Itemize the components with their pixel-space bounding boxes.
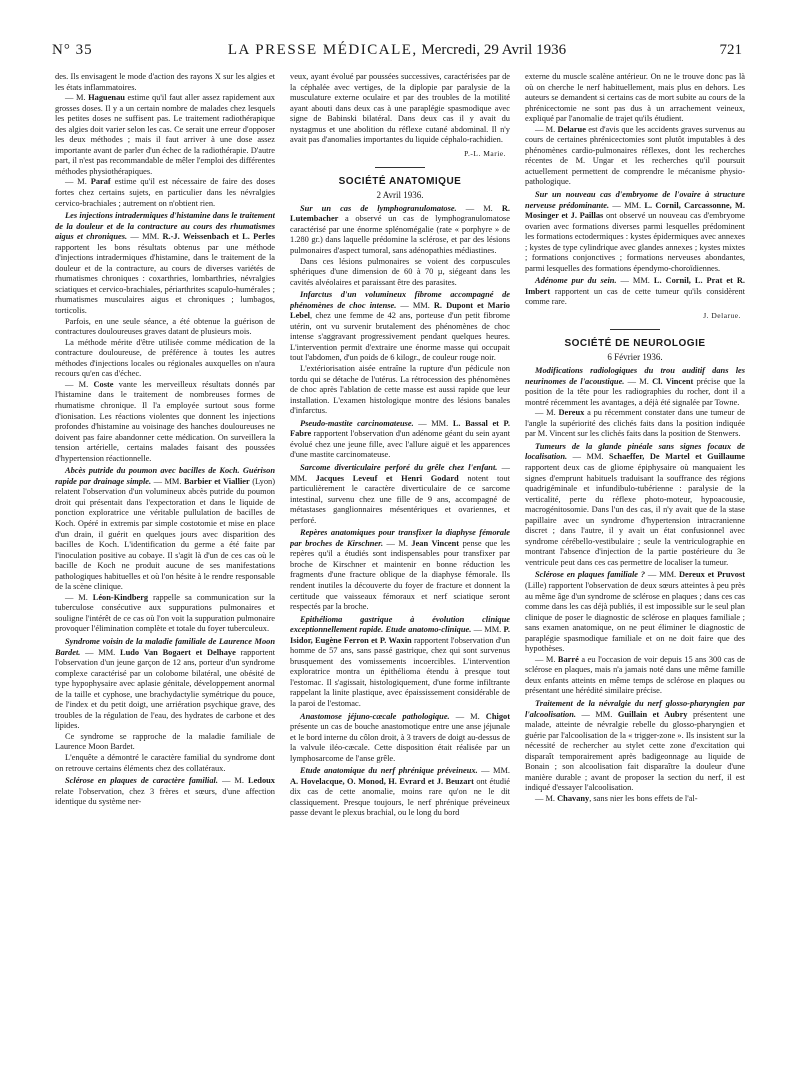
section-divider <box>610 329 660 330</box>
section-divider <box>375 167 425 168</box>
report-title: Sur un nouveau cas d'embryome de l'ovaire à structure nerveuse prédominante. <box>525 190 745 210</box>
report-entry: Pseudo-mastite carcinomateuse. — MM. L. Bassal et P. Fabre rapportent l'observation d'un adénome géant du sein ayant évolué chez une jeune fille, avec l'allure aiguë et les apparences d'une mastite carcinomateuse. <box>290 418 510 460</box>
report-title: Syndrome voisin de la maladie familiale de Laurence Moon Bardet. <box>55 636 275 657</box>
author-name: Barré <box>557 654 579 664</box>
report-title: Sur un cas de lymphogranulomatose. <box>300 203 457 213</box>
paragraph: — M. Delarue est d'avis que les accidents graves survenus au cours de certaines phrénicectomies sont plutôt imputables à des phénomènes cardio-pulmonaires réflexes, dont les recherches récentes de M. Ungar et les recherches qu'il poursuit actuellement permettent de comprendre le mécanisme physio-pathologique. <box>525 124 745 187</box>
paragraph: Dans ces lésions pulmonaires se voient des corpuscules sphériques d'une dimension de 60 à 70 µ, siégeant dans les cavités alvéolaires et paraissant être des parasites. <box>290 256 510 287</box>
section-date: 6 Février 1936. <box>607 352 663 363</box>
report-title: Sclérose en plaques familiale ? <box>535 570 646 580</box>
paragraph: des. Ils envisagent le mode d'action des rayons X sur les algies et les états inflammatoires. <box>55 72 275 92</box>
paragraph: externe du muscle scalène antérieur. On ne le trouve donc pas là où on cherche le nerf habituellement, mais plus en dehors. Les auteurs se demandent si certains cas de mort subite au cours de la phrénicectomie ne sont pas dus à un arrachement veineux, expliqué par l'anomalie de trajet qu'ils étudient. <box>525 72 745 124</box>
report-title: Abcès putride du poumon avec bacilles de Koch. Guérison rapide par drainage simple. <box>55 466 275 486</box>
report-title: Anastomose jéjuno-cæcale pathologique. <box>300 711 450 721</box>
column-2 <box>290 72 510 1072</box>
paragraph: — M. Coste vante les merveilleux résultats donnés par l'histamine dans le traitement de nombreuses formes de rhumatisme chronique. Il l'a employée surtout sous forme d'ionisation. Les réactions violentes que donnent les injections profondes d'histamine au voisinage des hanches douloureuses ne doivent pas faire abandonner cette médication. On surveillera la tension artérielle, certains malades faisant des poussées d'hypertension réactionnelle. <box>55 379 275 463</box>
report-entry: Les injections intradermiques d'histamine dans le traitement de la douleur et de la contracture au cours des rhumatismes aigus et chroniques. — MM. R.-J. Weissenbach et L. Perles rapportent les bons résultats obtenus par une méthode d'injections intradermiques d'histamine, dans le traitement de la douleur et de la contracture, au cours de diverses variétés de rhumatismes chroniques : coxarthries, lombarthries, névralgies sciatiques et cervico-brachiales, périarthrites scapulo-humérales ; rhumatismes musculaires aigus et chroniques ; lumbagos, torticolis. <box>55 211 275 316</box>
report-title: Tumeurs de la glande pinéale sans signes focaux de localisation. <box>525 441 745 462</box>
paragraph: L'enquête a démontré le caractère familial du syndrome dont on retrouve certains éléments chez des collatéraux. <box>55 753 275 773</box>
report-title: Adénome pur du sein. <box>535 276 617 286</box>
report-title: Repères anatomiques pour transfixer la diaphyse fémorale par broches de Kirschner. <box>290 528 510 548</box>
author-name: Ledoux <box>248 776 275 786</box>
report-title: Traitement de la névralgie du nerf glosso-pharyngien par l'alcoolisation. <box>525 698 745 719</box>
author-name: Dereux <box>558 408 585 418</box>
author-name: Chigot <box>485 711 510 721</box>
author-names: P. Isidor, Eugène Ferron et P. Waxin <box>290 625 510 645</box>
report-title: Epithélioma gastrique à évolution clinique exceptionnellement rapide. Etude anatomo-clinique. <box>290 614 510 635</box>
page-number: 721 <box>719 42 742 58</box>
author-names: L. Cornil, L. Prat et R. Imbert <box>525 276 745 296</box>
report-entry: Syndrome voisin de la maladie familiale de Laurence Moon Bardet. — MM. Ludo Van Bogaert et Delhaye rapportent l'observation d'un jeune garçon de 12 ans, porteur d'un syndrome complexe caractérisé par un colobome bilatéral, une obésité de type hypophysaire avec aplasie génitale, développement anormal de la taille et cyphose, une brachydactylie symétrique du pouce, de l'index et du petit doigt, une arriération psychique grave, des troubles de la régulation de l'eau, des hydrates de carbone et des lipides. <box>55 636 275 731</box>
section-heading: SOCIÉTÉ ANATOMIQUE <box>338 175 462 187</box>
author-name: R. Lutembacher <box>290 203 510 224</box>
article-columns <box>55 72 745 1072</box>
report-title: Modifications radiologiques du trou auditif dans les neurinomes de l'acoustique. <box>525 366 745 386</box>
report-title: Sclérose en plaques de caractère familial. <box>65 776 218 786</box>
report-entry: Abcès putride du poumon avec bacilles de Koch. Guérison rapide par drainage simple. — MM. Barbier et Viallier (Lyon) relatent l'observation d'un volumineux abcès putride du poumon droit qui présentait dans l'expectoration et dans le liquide de ponction exploratrice une véritable pullulation de bacilles de Koch. Opéré in extremis par simple costotomie et mise en place d'un drain, il guérit en quelques jours avec disparition des bacilles de Koch. L'identification du germe a été faite par l'inoculation positive au cobaye. Il s'agit là d'un de ces cas où le bacille de Koch ne produit aucune de ses manifestations pathologiques habituelles et où l'on hésite à le rendre responsable de la scène clinique. <box>55 466 275 592</box>
report-title: Pseudo-mastite carcinomateuse. <box>300 418 414 428</box>
report-entry: Etude anatomique du nerf phrénique préveineux. — MM. A. Hovelacque, O. Monod, H. Evrard et J. Beuzart ont étudié dix cas de cette anomalie, moins rare qu'on ne le dit classiquement. Presque toujours, le nerf phrénique préveineux passe devant le plexus brachial, ou le long du bord <box>290 766 510 818</box>
report-entry: Sur un nouveau cas d'embryome de l'ovaire à structure nerveuse prédominante. — MM. L. Cornil, Carcassonne, M. Mosinger et J. Paillas ont observé un nouveau cas d'embryome ovarien avec formations diverses parmi lesquelles prédominent les formations ectodermiques : kystes épidermiques avec annexes ; kystes de type cylindrique avec glandes annexes ; kystes mixtes ; formations conjonctives ; formations nerveuses abondantes, parmi lesquelles des formations épendymo-choroïdiennes. <box>525 190 745 273</box>
report-title: Etude anatomique du nerf phrénique préveineux. <box>300 766 478 776</box>
paragraph: — M. Paraf estime qu'il est nécessaire de faire des doses fortes chez certains sujets, en particulier dans les névralgies cervico-brachiales ; autrement on n'obtient rien. <box>55 177 275 208</box>
author-name: Chavany <box>557 793 590 803</box>
report-entry: Epithélioma gastrique à évolution clinique exceptionnellement rapide. Etude anatomo-clinique. — MM. P. Isidor, Eugène Ferron et P. Waxin rapportent l'observation d'un homme de 57 ans, sans passé gastrique, chez qui sont survenus brusquement des vomissements incoercibles. L'intervention exploratrice montra un épithélioma étendu à presque tout l'estomac. Il s'agissait, histologiquement, d'une forme infiltrante rappelant la linite plastique, avec épaississement considérable de la paroi de l'estomac. <box>290 614 510 708</box>
issue-number: N° 35 <box>52 42 93 58</box>
author-names: Guillain et Aubry <box>617 709 688 719</box>
paragraph: — M. Haguenau estime qu'il faut aller assez rapidement aux grosses doses. Il y a un certain nombre de malades chez lesquels les petites doses ne suffisent pas. Le traitement radiothérapique des algies doit varier selon les cas. Ce serait une erreur d'opposer les deux méthodes ; mais il faut arriver à une dose assez importante avant de parler d'un échec de la radiothérapie. D'autre part, il n'est pas recommandable de mêler l'emploi des différentes méthodes physiothérapiques. <box>55 93 275 176</box>
report-title: Les injections intradermiques d'histamine dans le traitement de la douleur et de la contracture au cours des rhumatismes aigus et chroniques. <box>55 211 275 242</box>
paragraph: La méthode mérite d'être utilisée comme médication de la contracture douloureuse, de préférence à toutes les autres méthodes d'injections locales ou régionales auxquelles on n'aura recours qu'en cas d'échec. <box>55 337 275 379</box>
issue-date: Mercredi, 29 Avril 1936 <box>421 42 567 58</box>
report-entry: Traitement de la névralgie du nerf glosso-pharyngien par l'alcoolisation. — MM. Guillain et Aubry présentent une malade, atteinte de névralgie rebelle du glosso-pharyngien et guérie par l'alcoolisation de la « trigger-zone ». Ils insistent sur la nécessité de rechercher au stylet cette zone d'excitation qui disparaît temporairement après badigeonnage au liquide de Bonain ; son alcoolisation fait disparaître la douleur d'une manière durable ; avant de proposer la section du nerf, il est indiqué d'essayer l'alcoolisation. <box>525 698 745 793</box>
report-entry: Anastomose jéjuno-cæcale pathologique. — M. Chigot présente un cas de bouche anastomotique entre une anse jéjunale et le bord interne du côlon droit, à 3 travers de doigt au-dessus de la valvule iléo-cæcale. Cette disposition était réalisée par un lymphosarcome de l'anse grêle. <box>290 711 510 763</box>
author-names: Barbier et Viallier <box>183 476 250 486</box>
section-heading: SOCIÉTÉ DE NEUROLOGIE <box>564 338 706 350</box>
author-names: R. Dupont et Mario Lebel <box>290 300 510 321</box>
author-names: Ludo Van Bogaert et Delhaye <box>120 647 236 657</box>
author-names: A. Hovelacque, O. Monod, H. Evrard et J. Beuzart <box>290 776 474 786</box>
paragraph: Parfois, en une seule séance, a été obtenue la guérison de contractures douloureuses graves datant de plusieurs mois. <box>55 316 275 337</box>
report-entry: Sur un cas de lymphogranulomatose. — M. R. Lutembacher a observé un cas de lymphogranulomatose caractérisé par une énorme splénomégalie (rate « porphyre » de 1.280 gr.) dans laquelle prédomine la sclérose, et par des lésions pulmonaires d'aspect tumoral, sans adénopathies médiastines. <box>290 203 510 256</box>
author-names: Schaeffer, De Martel et Guillaume <box>609 452 745 462</box>
report-entry: Tumeurs de la glande pinéale sans signes focaux de localisation. — MM. Schaeffer, De Martel et Guillaume rapportent deux cas de gliome épiphysaire où manquaient les signes d'emprunt habituels traduisant la souffrance des régions quadrigéminale et infundibulo-tubérienne : paralysie de la verticalité, perte du réflexe photo-moteur, hypoacousie, macrogénitosomie. Dans l'un des cas, il n'y avait que de la stase papillaire avec un syndrome d'hypertension intracranienne discret ; dans l'autre, il y avait un état confusionnel avec syndrome cérébello-vestibulaire ; seule la ventriculographie en montrant l'absence d'injection de la partie postérieure du 3e ventricule peut dans ces cas permettre de localiser la tumeur. <box>525 441 745 567</box>
author-name: Jean Vincent <box>411 538 460 548</box>
signature: J. Delarue. <box>703 311 741 321</box>
report-title: Sarcome diverticulaire perforé du grêle chez l'enfant. <box>300 462 498 472</box>
report-entry: Modifications radiologiques du trou auditif dans les neurinomes de l'acoustique. — M. Cl. Vincent précise que la position de la tête pour les radiographies du rocher, dont il a montré récemment les avantages, a déjà été signalée par Towne. <box>525 366 745 407</box>
author-name: Léon-Kindberg <box>92 592 149 602</box>
section-date: 2 Avril 1936. <box>376 189 424 200</box>
header-center <box>52 42 742 59</box>
paragraph: — M. Chavany, sans nier les bons effets de l'al- <box>535 793 698 803</box>
report-entry: Sclérose en plaques familiale ? — MM. Dereux et Pruvost (Lille) rapportent l'observation de deux sœurs atteintes à peu près au même âge d'un syndrome de sclérose en plaques ; dans ces cas comme dans les cas déjà publiés, il est impossible sur le seul plan clinique de poser le diagnostic de sclérose en plaques familiale ; sans examen anatomique, on ne peut éliminer le diagnostic de paraplégie spasmodique familiale et on ne doit faire que des hypothèses. <box>525 570 745 654</box>
paragraph: veux, ayant évolué par poussées successives, caractérisées par de la céphalée avec vertiges, de la diplopie par paralysie de la musculature externe oculaire et par des troubles de la motilité ayant abouti dans deux cas à une paraplégie spasmodique avec signe de Babinski bilatéral. Dans deux cas il y avait du nystagmus et une abolition du réflexe cutané abdominal. Il n'y avait pas d'anomalies importantes du liquide céphalo-rachidien. <box>290 72 510 145</box>
paragraph: — M. Dereux a pu récemment constater dans une tumeur de l'angle la supériorité des clichés faits dans la position indiquée par M. Vincent sur les clichés faits dans la position de Stenwers. <box>525 408 745 439</box>
column-1 <box>55 72 275 1072</box>
author-names: Dereux et Pruvost <box>678 570 745 580</box>
report-entry: Adénome pur du sein. — MM. L. Cornil, L. Prat et R. Imbert rapportent un cas de cette tumeur qu'ils considèrent comme rare. <box>525 276 745 307</box>
page-header <box>52 42 742 64</box>
author-names: R.-J. Weissenbach et L. Perles <box>162 232 275 242</box>
author-name: Haguenau <box>88 93 125 103</box>
report-entry: Sclérose en plaques de caractère familial. — M. Ledoux relate l'observation, chez 3 frères et sœurs, d'une affection identique du système ner- <box>55 776 275 807</box>
report-title: Infarctus d'un volumineux fibrome accompagné de phénomènes de choc intense. <box>290 290 510 310</box>
report-entry: Repères anatomiques pour transfixer la diaphyse fémorale par broches de Kirschner. — M. Jean Vincent pense que les repères qu'il a étudiés sont indispensables pour transfixer par broche de Kirschner et maintenir en bonne réduction les fragments d'une fracture oblique de la diaphyse fémorale. Ils rendent inutiles la découverte du foyer de fracture et donnent la certitude que vaisseaux fémoraux et nerf sciatique seront respectés par la broche. <box>290 528 510 612</box>
paragraph: — M. Léon-Kindberg rappelle sa communication sur la tuberculose consécutive aux suppurations pulmonaires et souligne l'intérêt de ce cas où l'on voit la suppuration pulmonaire provoquer l'élimination complète et totale du foyer tuberculeux. <box>55 592 275 634</box>
author-names: Jacques Leveuf et Henri Godard <box>315 473 459 483</box>
report-entry: Sarcome diverticulaire perforé du grêle chez l'enfant. — MM. Jacques Leveuf et Henri Godard notent tout particulièrement le caractère diverticulaire de ce sarcome intestinal, survenu chez une fille de 9 ans, accompagné de métastases ganglionnaires mésentériques et ovariennes, et perforé. <box>290 462 510 525</box>
author-names: L. Cornil, Carcassonne, M. Mosinger et J. Paillas <box>525 200 745 221</box>
author-names: L. Bassal et P. Fabre <box>290 418 510 439</box>
author-name: Coste <box>93 379 114 389</box>
author-name: Delarue <box>557 124 586 134</box>
author-name: Paraf <box>90 177 111 187</box>
paragraph: L'extériorisation aisée entraîne la rupture d'un pédicule non tordu qui se détache de l'utérus. La rétrocession des phénomènes de choc après l'ablation de cette masse est aussi rapide que leur installation. L'examen histologique montre des lésions banales d'infarctus. <box>290 364 510 416</box>
journal-title: LA PRESSE MÉDICALE, <box>227 42 418 58</box>
column-3 <box>525 72 745 1072</box>
author-name: Cl. Vincent <box>652 376 694 386</box>
paragraph: Ce syndrome se rapproche de la maladie familiale de Laurence Moon Bardet. <box>55 731 275 752</box>
report-entry: Infarctus d'un volumineux fibrome accompagné de phénomènes de choc intense. — MM. R. Dupont et Mario Lebel, chez une femme de 42 ans, porteuse d'un petit fibrome utérin, ont vu survenir brutalement des phénomènes de choc intense s'aggravant progressivement pendant quelques heures. L'intervention permit d'extraire une énorme masse qui occupait tout l'abdomen, d'un poids de 6 kilogr., de couleur rouge noir. <box>290 290 510 363</box>
signature: P.-L. Marie. <box>464 148 506 158</box>
paragraph: — M. Barré a eu l'occasion de voir depuis 15 ans 300 cas de sclérose en plaques, mais n'a jamais noté dans une même famille deux enfants atteints en même temps de sclérose en plaques ou présentant une hérédité similaire précise. <box>525 654 745 696</box>
